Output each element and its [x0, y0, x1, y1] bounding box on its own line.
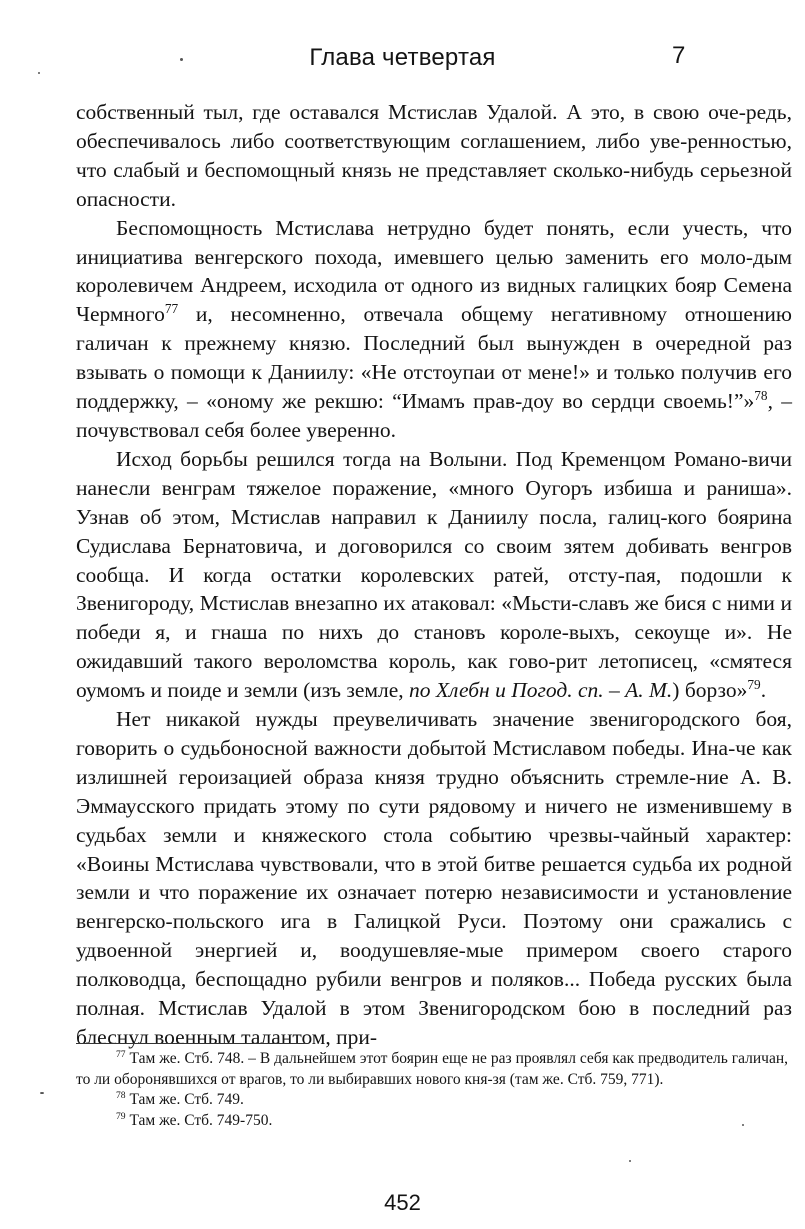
paragraph-3-part-a: Исход борьбы решился тогда на Волыни. Под Кременцом Романо-вичи нанесли венграм тяжелое поражение, «много Оугоръ избиша и раниша». Узнав об этом, Мстислав направил к Даниилу посла, галиц-кого боярина Судислава Бернатовича, и договорился со своим зятем добивать венгров сообща. И когда остатки королевских ратей, отсту-пая, подошли к Звенигороду, Мстислав внезапно их атаковал: «Мьсти-славъ же бися с ними и победи я, и гнаша по нихъ до становъ короле-выхъ, секоуще и». Не ожидавший такого вероломства король, как гово-рит летописец, «смятеся оумомъ и поиде и земли (изъ земле, [76, 446, 792, 703]
paragraph-2-part-b: и, несомненно, отвечала общему негативному отношению галичан к прежнему князю. Последний был вынужден в очередной раз взывать о помощи к Даниилу: «Не отстоупаи от мене!» и только получив его поддержку, – «оному же рекшю: “Имамъ прав-доу во сердци своемь!”» [76, 302, 792, 414]
paragraph-3-part-b: ) борзо» [672, 678, 748, 703]
paragraph-3-italic-note: по Хлебн и Погод. сп. – А. М. [409, 678, 673, 703]
footnote-number: 77 [116, 1048, 126, 1060]
paragraph-3-part-c: . [760, 678, 767, 703]
scan-speck [38, 72, 40, 74]
paragraph-2-part-c: , – почувствовал себя более уверенно. [76, 389, 793, 442]
footnote-78 [76, 1090, 788, 1111]
footnote-divider [76, 1043, 308, 1044]
footnotes [76, 1049, 788, 1131]
paragraph-2-part-a: Беспомощность Мстислава нетрудно будет понять, если учесть, что инициатива венгерского похода, имевшего целью заменить его моло-дым королевичем Андреем, исходила от одного из видных галицких бояр Семена Чермного [76, 215, 792, 327]
footnote-79 [76, 1111, 788, 1132]
footnote-77 [76, 1049, 788, 1090]
footnote-text: Там же. Стб. 748. – В дальнейшем этот боярин еще не раз проявлял себя как предводитель галичан, то ли оборонявшихся от врагов, то ли выбиравших нового кня-зя (там же. Стб. 759, 771). [76, 1050, 788, 1088]
paragraph-3 [76, 445, 792, 705]
footnote-ref-79: 79 [747, 676, 761, 692]
footnote-ref-78: 78 [754, 387, 768, 403]
paragraph-1: собственный тыл, где оставался Мстислав Удалой. А это, в свою оче-редь, обеспечивалось либо соответствующим соглашением, либо уве-ренностью, что слабый и беспомощный князь не представляет сколько-нибудь серьезной опасности. [76, 100, 792, 211]
footnote-text: Там же. Стб. 749-750. [129, 1111, 273, 1129]
scan-speck [180, 58, 183, 61]
scan-speck [742, 1124, 744, 1126]
footnote-number: 79 [116, 1110, 126, 1122]
page-number: 452 [384, 1190, 421, 1215]
footnote-text: Там же. Стб. 749. [129, 1091, 244, 1108]
paragraph-2 [76, 214, 792, 445]
scan-speck [40, 1092, 44, 1094]
scan-speck [629, 1160, 631, 1162]
running-head-title: Глава четвертая [309, 44, 496, 71]
running-head-mark: 7 [672, 42, 686, 69]
body-text [76, 98, 792, 1052]
paragraph-4: Нет никакой нужды преувеличивать значение звенигородского боя, говорить о судьбоносной важности добытой Мстиславом победы. Ина-че как излишней героизацией образа князя трудно объяснить стремле-ние А. В. Эммаусского придать этому по сути рядовому и ничего не изменившему в судьбах земли и княжеского стола событию чрезвы-чайный характер: «Воины Мстислава чувствовали, что в этой битве решается судьба их родной земли и что поражение их означает потерю независимости и установление венгерско-польского ига в Галицкой Руси. Поэтому они сражались с удвоенной энергией и, воодушевляе-мые примером своего старого полководца, беспощадно рубили венгров и поляков... Победа русских была полная. Мстислав Удалой в этом Звенигородском бою в последний раз блеснул военным талантом, при- [76, 707, 792, 1049]
footnote-ref-77: 77 [164, 301, 179, 317]
footnote-number: 78 [116, 1089, 126, 1101]
